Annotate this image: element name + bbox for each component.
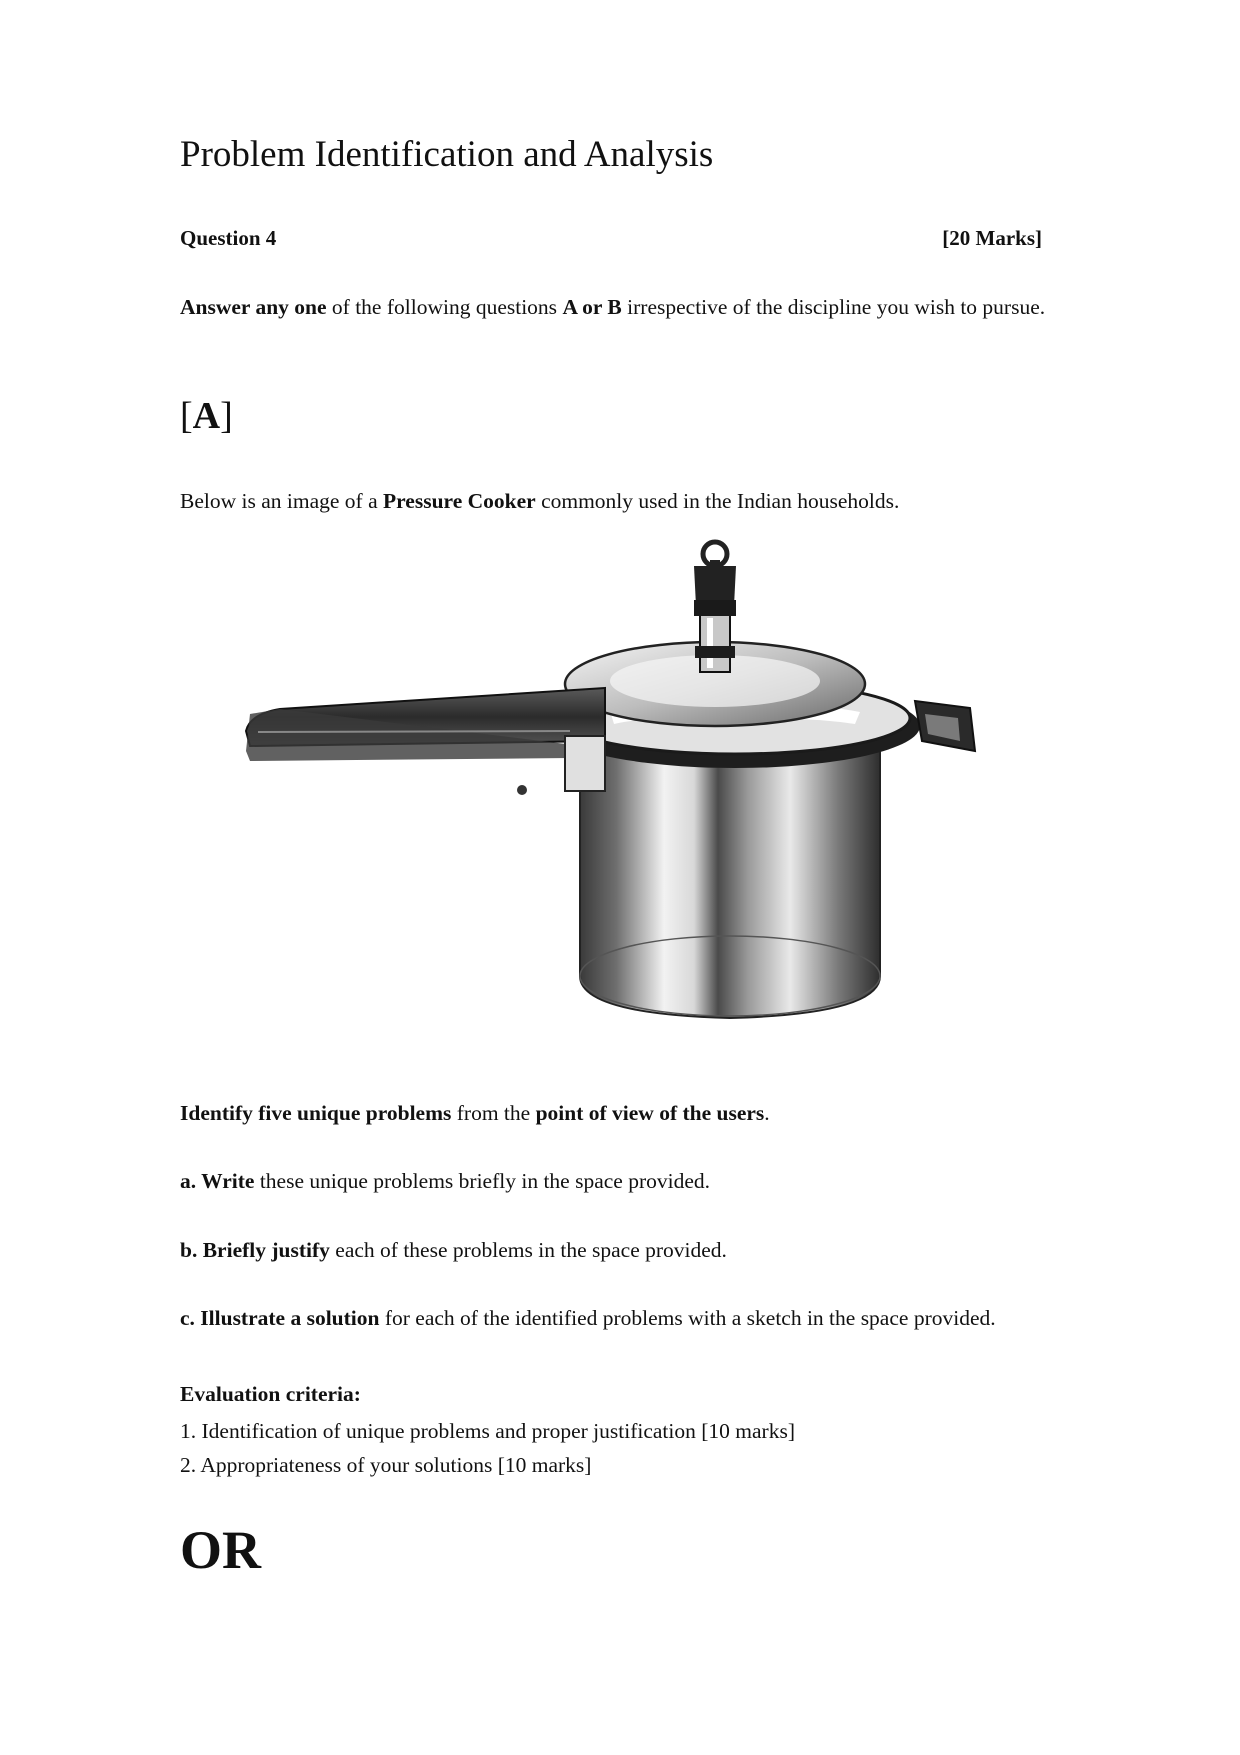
task-emphasis-2: point of view of the users <box>535 1101 765 1125</box>
side-handle <box>915 701 975 751</box>
part-a-label: a. Write <box>180 1169 255 1193</box>
intro-text-2: commonly used in the Indian households. <box>535 489 900 513</box>
part-c <box>180 1301 1050 1335</box>
question-label: Question 4 <box>180 226 277 250</box>
section-bracket-open: [ <box>180 395 193 437</box>
task-text <box>180 1096 1050 1130</box>
intro-emphasis: Pressure Cooker <box>383 489 536 513</box>
cooker-body <box>580 731 880 1018</box>
evaluation-list <box>180 1414 795 1482</box>
pressure-whistle <box>694 542 736 672</box>
instruction-text-2: irrespective of the discipline you wish to pursue. <box>621 295 1046 319</box>
part-c-label: c. Illustrate a solution <box>180 1306 380 1330</box>
section-bracket-close: ] <box>220 395 233 437</box>
pressure-cooker-image <box>210 536 1050 1036</box>
or-divider: OR <box>180 1520 261 1580</box>
task-emphasis-1: Identify five unique problems <box>180 1101 452 1125</box>
section-letter: A <box>192 395 221 437</box>
part-a-text: these unique problems briefly in the space provided. <box>254 1169 711 1193</box>
task-text-1: from the <box>451 1101 536 1125</box>
instruction-text <box>180 290 1050 324</box>
part-b-label: b. Briefly justify <box>180 1238 330 1262</box>
part-c-text: for each of the identified problems with a sketch in the space provided. <box>379 1306 996 1330</box>
evaluation-item: 1. Identification of unique problems and proper justification [10 marks] <box>180 1419 795 1443</box>
part-b <box>180 1233 1050 1267</box>
part-b-text: each of these problems in the space provided. <box>329 1238 727 1262</box>
page-title: Problem Identification and Analysis <box>180 134 714 175</box>
long-handle <box>246 688 605 795</box>
evaluation-item: 2. Appropriateness of your solutions [10 marks] <box>180 1453 592 1477</box>
question-page <box>180 0 1050 1755</box>
question-header <box>180 226 1042 251</box>
intro-text <box>180 484 1050 518</box>
instruction-emphasis-2: A or B <box>562 295 622 319</box>
part-a <box>180 1164 1050 1198</box>
evaluation-title: Evaluation criteria: <box>180 1382 361 1406</box>
instruction-text-1: of the following questions <box>326 295 563 319</box>
section-heading-a <box>180 394 233 440</box>
intro-text-1: Below is an image of a <box>180 489 384 513</box>
task-text-2: . <box>764 1101 770 1125</box>
instruction-emphasis-1: Answer any one <box>180 295 327 319</box>
question-marks: [20 Marks] <box>942 226 1042 250</box>
